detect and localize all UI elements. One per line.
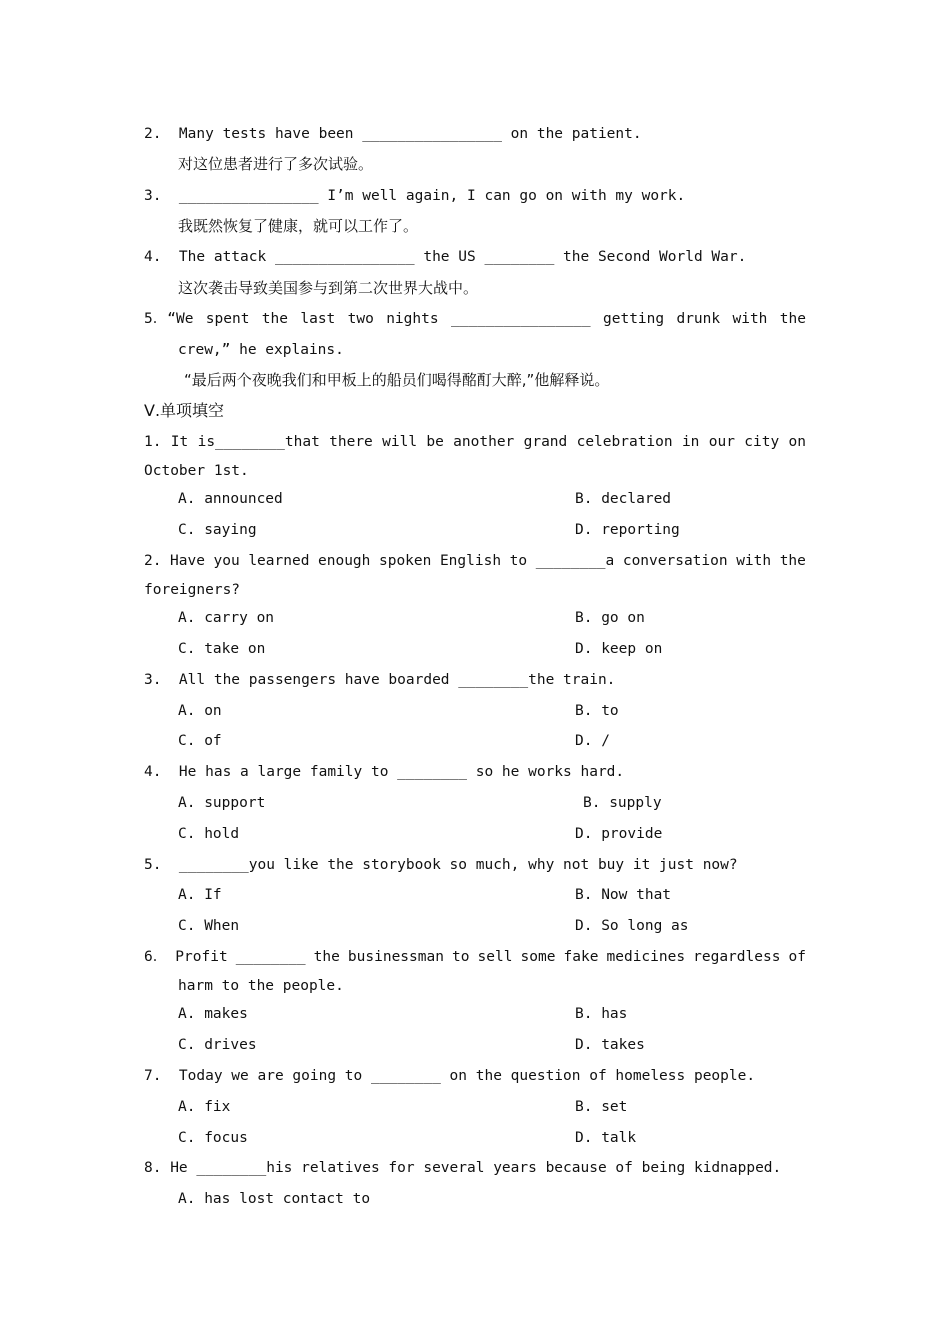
question-3-stem: 3. All the passengers have boarded ________the train.: [144, 672, 616, 688]
section-title: Ⅴ.单项填空: [144, 401, 225, 420]
question-1-option-d: D. reporting: [575, 522, 680, 538]
question-7-option-d: D. talk: [575, 1130, 637, 1146]
question-3-option-d: D. /: [575, 733, 610, 749]
question-6-stem-line1: 6． Profit ________ the businessman to sell some fake medicines regardless of: [144, 949, 806, 965]
question-7-option-a: A. fix: [178, 1099, 231, 1115]
translation-item-5-english-line2: crew,” he explains.: [178, 342, 344, 358]
question-7-option-b: B. set: [575, 1099, 628, 1115]
question-2-stem-line1: 2. Have you learned enough spoken English to ________a conversation with the: [144, 553, 806, 569]
question-5-option-d: D. So long as: [575, 918, 689, 934]
question-7-stem: 7. Today we are going to ________ on the question of homeless people.: [144, 1068, 756, 1084]
question-6-option-b: B. has: [575, 1006, 628, 1022]
translation-item-5-chinese: “最后两个夜晚我们和甲板上的船员们喝得酩酊大醉,”他解释说。: [184, 371, 610, 389]
question-7-option-c: C. focus: [178, 1130, 248, 1146]
question-4-option-c: C. hold: [178, 826, 240, 842]
question-8-stem: 8. He ________his relatives for several years because of being kidnapped.: [144, 1160, 782, 1176]
question-1-stem-line1: 1. It is________that there will be another grand celebration in our city on: [144, 434, 806, 450]
question-5-stem: 5. ________you like the storybook so much, why not buy it just now?: [144, 857, 738, 873]
question-1-stem-line2: October 1st.: [144, 463, 249, 479]
question-4-option-a: A. support: [178, 795, 266, 811]
translation-item-2-english: 2. Many tests have been ________________ on the patient.: [144, 126, 642, 142]
question-5-option-a: A. If: [178, 887, 222, 903]
question-4-option-b: B. supply: [583, 795, 662, 811]
question-6-stem-line2: harm to the people.: [178, 978, 344, 994]
question-3-option-c: C. of: [178, 733, 222, 749]
question-2-stem-line2: foreigners?: [144, 582, 241, 598]
question-5-option-b: B. Now that: [575, 887, 672, 903]
question-4-stem: 4. He has a large family to ________ so he works hard.: [144, 764, 625, 780]
question-2-option-c: C. take on: [178, 641, 266, 657]
question-6-option-a: A. makes: [178, 1006, 248, 1022]
translation-item-5-english-line1: 5．“We spent the last two nights ________________ getting drunk with the: [144, 311, 806, 327]
translation-item-3-chinese: 我既然恢复了健康，就可以工作了。: [178, 217, 419, 235]
translation-item-4-english: 4. The attack ________________ the US ________ the Second World War.: [144, 249, 747, 265]
question-6-option-c: C. drives: [178, 1037, 257, 1053]
question-3-option-a: A. on: [178, 703, 222, 719]
question-2-option-d: D. keep on: [575, 641, 663, 657]
question-8-option-a: A. has lost contact to: [178, 1191, 371, 1207]
question-1-option-a: A. announced: [178, 491, 283, 507]
question-2-option-a: A. carry on: [178, 610, 275, 626]
translation-item-2-chinese: 对这位患者进行了多次试验。: [178, 155, 374, 173]
question-6-option-d: D. takes: [575, 1037, 645, 1053]
question-4-option-d: D. provide: [575, 826, 663, 842]
translation-item-3-english: 3. ________________ I’m well again, I can go on with my work.: [144, 188, 686, 204]
question-1-option-b: B. declared: [575, 491, 672, 507]
question-2-option-b: B. go on: [575, 610, 645, 626]
translation-item-4-chinese: 这次袭击导致美国参与到第二次世界大战中。: [178, 279, 479, 297]
question-3-option-b: B. to: [575, 703, 619, 719]
question-5-option-c: C. When: [178, 918, 240, 934]
question-1-option-c: C. saying: [178, 522, 257, 538]
